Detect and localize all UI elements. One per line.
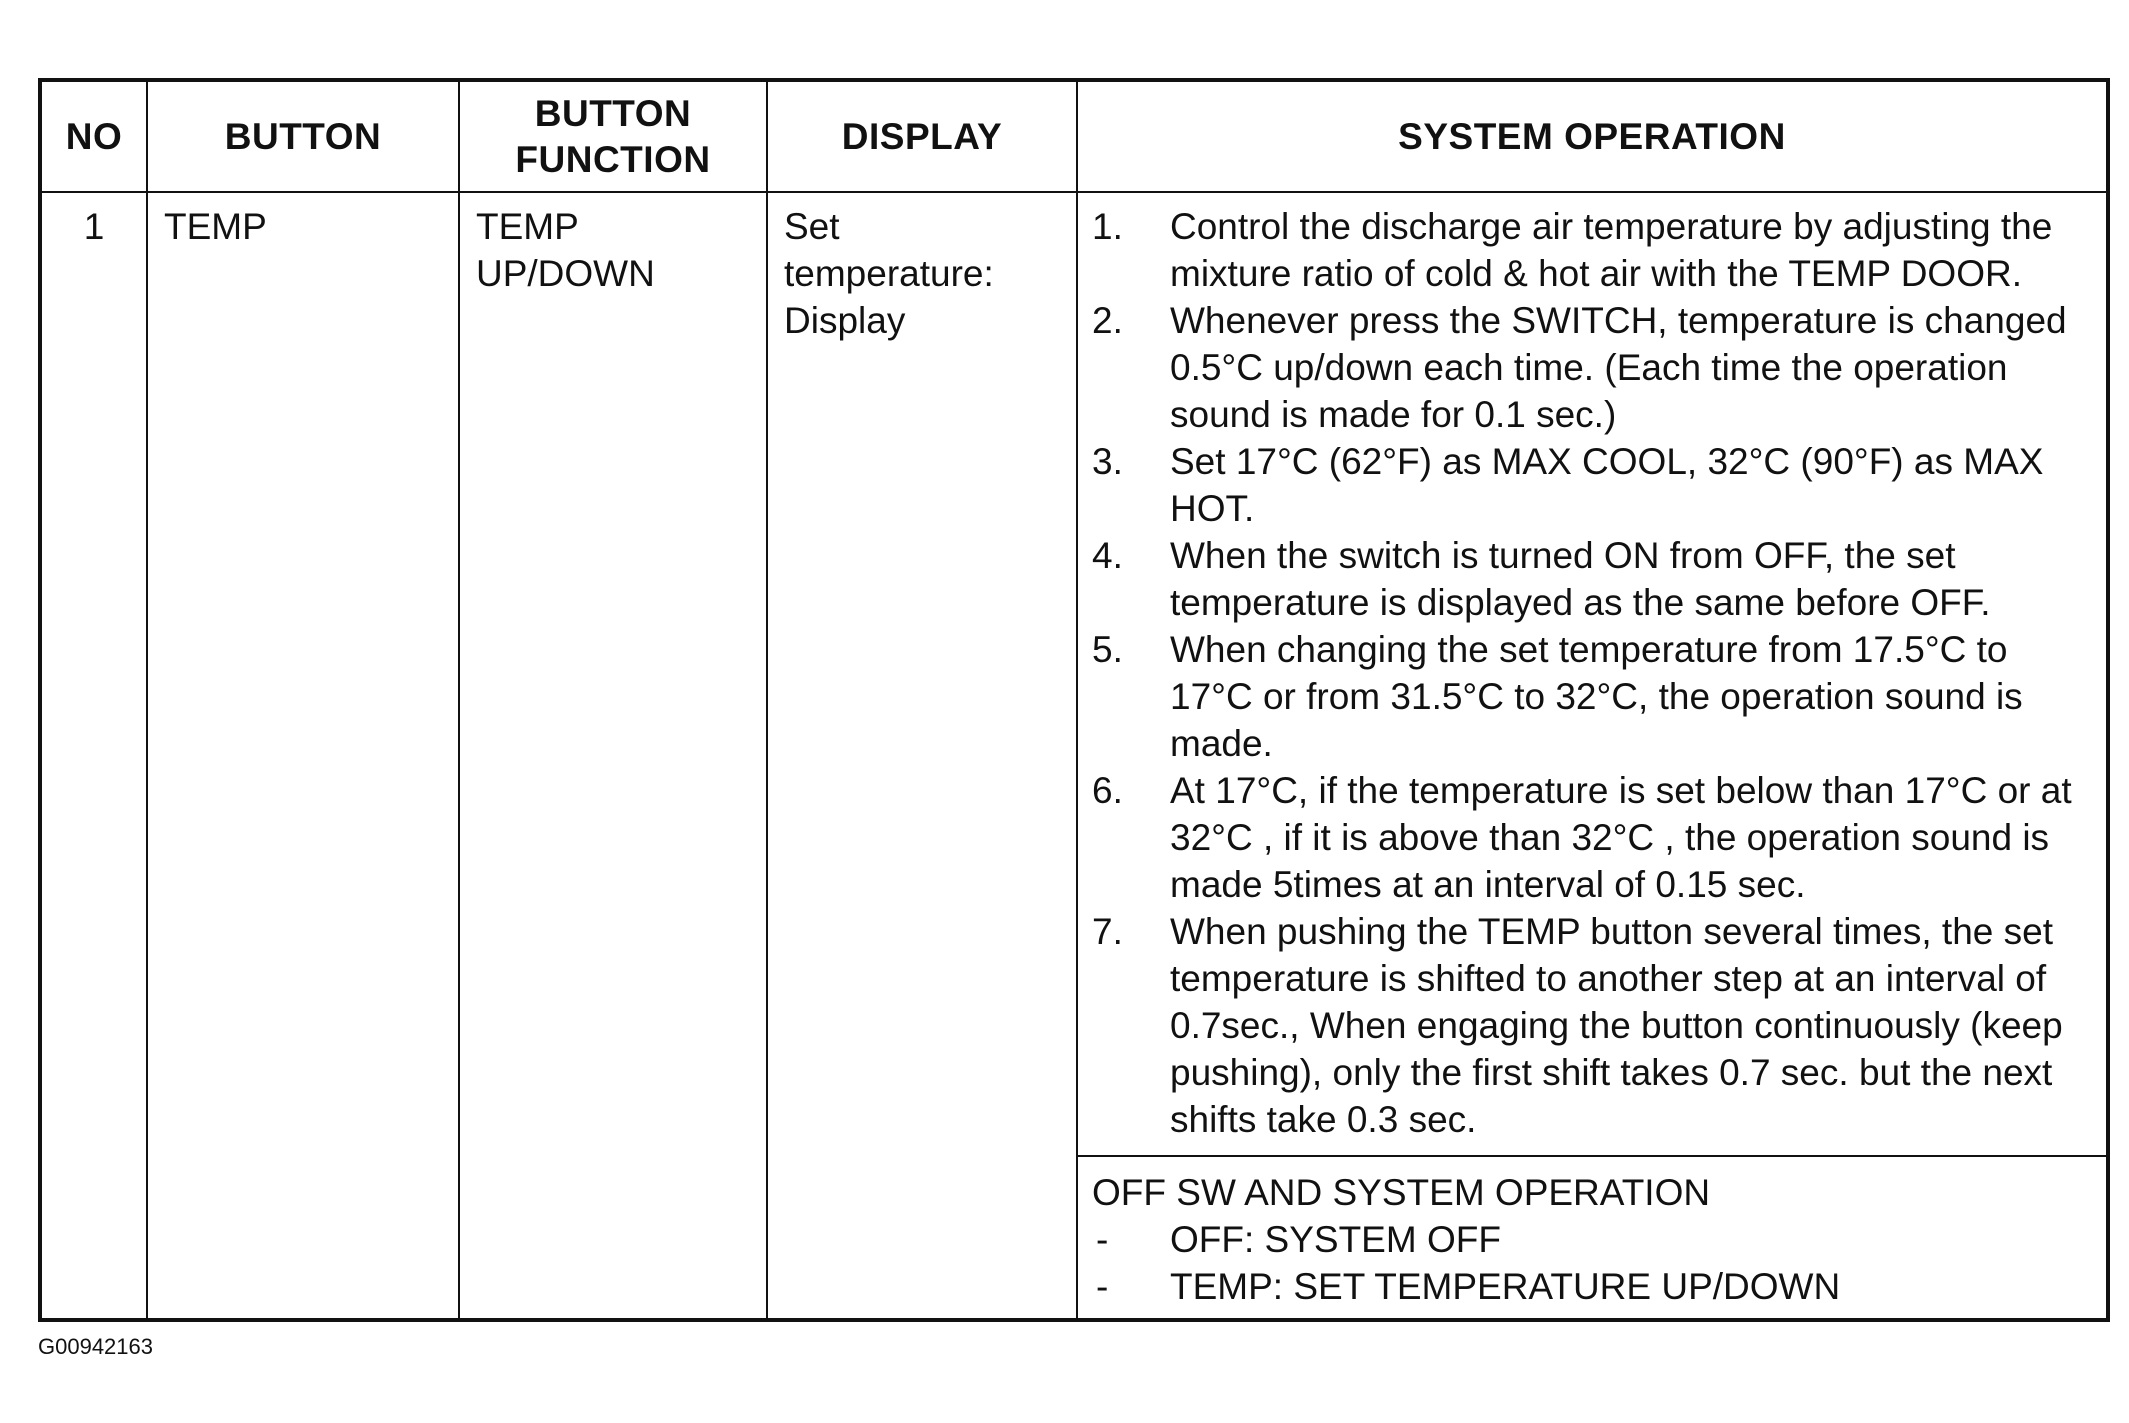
operation-number: 6. xyxy=(1092,770,1123,811)
operation-number: 1. xyxy=(1092,206,1123,247)
operation-item xyxy=(1092,297,2092,438)
button-name-cell: TEMP xyxy=(147,192,459,1320)
operation-item xyxy=(1092,438,2092,532)
off-item-text: OFF: SYSTEM OFF xyxy=(1170,1219,1501,1260)
operation-item xyxy=(1092,626,2092,767)
off-item-dash: - xyxy=(1096,1219,1109,1260)
operation-number: 7. xyxy=(1092,911,1123,952)
system-operation-cell xyxy=(1077,192,2108,1156)
operation-number: 5. xyxy=(1092,629,1123,670)
operation-item xyxy=(1092,532,2092,626)
off-item-dash: - xyxy=(1096,1266,1109,1307)
display-cell: Set temperature: Display xyxy=(767,192,1077,1320)
operation-item xyxy=(1092,203,2092,297)
operation-text: Whenever press the SWITCH, temperature is changed 0.5°C up/down each time. (Each time the operation sound is made for 0.1 sec.) xyxy=(1170,300,2067,435)
off-section-item xyxy=(1092,1216,2092,1263)
operation-table xyxy=(38,78,2110,1322)
operation-number: 2. xyxy=(1092,300,1123,341)
button-function-cell: TEMP UP/DOWN xyxy=(459,192,767,1320)
operation-text: When changing the set temperature from 17.5°C to 17°C or from 31.5°C to 32°C, the operation sound is made. xyxy=(1170,629,2023,764)
off-section-cell xyxy=(1077,1156,2108,1320)
off-section-item xyxy=(1092,1263,2092,1310)
header-row xyxy=(40,80,2108,192)
operation-text: Control the discharge air temperature by adjusting the mixture ratio of cold & hot air with the TEMP DOOR. xyxy=(1170,206,2053,294)
operation-number: 3. xyxy=(1092,441,1123,482)
table-row xyxy=(40,192,2108,1156)
header-button: BUTTON xyxy=(147,80,459,192)
operation-text: At 17°C, if the temperature is set below than 17°C or at 32°C , if it is above than 32°C , the operation sound is made 5times at an interval of 0.15 sec. xyxy=(1170,770,2072,905)
off-item-text: TEMP: SET TEMPERATURE UP/DOWN xyxy=(1170,1266,1841,1307)
operation-text: When the switch is turned ON from OFF, the set temperature is displayed as the same before OFF. xyxy=(1170,535,1991,623)
header-display: DISPLAY xyxy=(767,80,1077,192)
figure-id-label: G00942163 xyxy=(38,1334,153,1359)
header-system-operation: SYSTEM OPERATION xyxy=(1077,80,2108,192)
operation-number: 4. xyxy=(1092,535,1123,576)
header-button-function: BUTTON FUNCTION xyxy=(459,80,767,192)
operation-text: Set 17°C (62°F) as MAX COOL, 32°C (90°F) as MAX HOT. xyxy=(1170,441,2044,529)
operation-text: When pushing the TEMP button several times, the set temperature is shifted to another step at an interval of 0.7sec., When engaging the button continuously (keep pushing), only the first shift takes 0.7 sec. but the next shifts take 0.3 sec. xyxy=(1170,911,2063,1140)
row-number-cell: 1 xyxy=(40,192,147,1320)
operation-item xyxy=(1092,767,2092,908)
operation-list xyxy=(1092,203,2092,1143)
operation-item xyxy=(1092,908,2092,1143)
header-no: NO xyxy=(40,80,147,192)
off-section-title: OFF SW AND SYSTEM OPERATION xyxy=(1092,1172,1711,1213)
